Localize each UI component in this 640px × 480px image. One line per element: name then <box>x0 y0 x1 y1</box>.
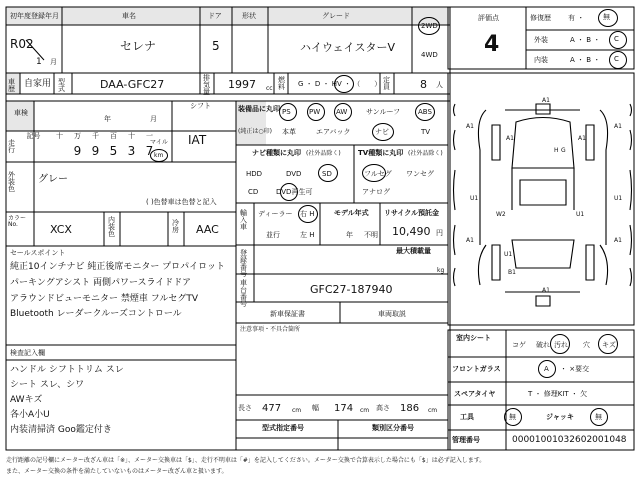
int-options: A ・ B ・ <box>570 56 601 64</box>
ac-label: 冷房 <box>172 219 179 234</box>
mark-2: A1 <box>466 123 474 130</box>
equip-tv: TV <box>421 128 431 136</box>
sales-label: セールスポイント <box>10 249 66 257</box>
model-label: 型式 <box>58 78 65 93</box>
tools-none: 無 <box>509 413 516 421</box>
equip-ps: PS <box>282 108 291 116</box>
inspect-line-1: ハンドル シフトトリム スレ <box>10 365 124 375</box>
int-c: C <box>614 55 619 63</box>
equip-navi: ナビ <box>375 128 389 136</box>
equip-airbag: エアバック <box>316 128 351 136</box>
tv-sub: (社外品除く) <box>408 150 443 157</box>
ext-label: 外装 <box>534 36 548 44</box>
tv-analog: アナログ <box>362 188 390 196</box>
navi-label: ナビ種類に丸印 <box>252 149 301 157</box>
wid-value: 174 <box>334 403 354 414</box>
capacity-unit: 人 <box>436 81 443 89</box>
cc-unit: cc <box>266 85 273 92</box>
handle-left: 左 H <box>300 231 315 239</box>
digit-1: 9 <box>91 144 100 158</box>
jack-label: ジャッキ <box>546 413 574 421</box>
wid-unit: cm <box>360 407 370 414</box>
digit-head-6: 一 <box>146 132 153 140</box>
mark-7: U1 <box>614 195 623 202</box>
ext-c: C <box>614 35 619 43</box>
sales-line-1: 純正10インチナビ 純正後席モニター プロパイロット <box>10 262 225 272</box>
color-value: グレー <box>38 174 68 185</box>
digit-head-4: 百 <box>110 132 117 140</box>
hei-value: 186 <box>400 403 420 414</box>
score-value: 4 <box>484 32 500 57</box>
door-label: ドア <box>208 12 222 20</box>
mark-6: U1 <box>470 195 479 202</box>
repair-options: 有 ・ <box>568 14 585 22</box>
grade-label: グレード <box>322 12 350 20</box>
shift-label: シフト <box>190 102 211 110</box>
navi-sub: (社外品除く) <box>306 150 341 157</box>
glass-label: フロントガラス <box>452 365 501 373</box>
tv-fullseg: フルセグ <box>364 170 392 178</box>
reg-year: R02 <box>10 37 34 51</box>
ac-value: AAC <box>196 223 219 236</box>
grade-value: ハイウェイスターV <box>300 41 395 54</box>
mark-9: U1 <box>576 211 585 218</box>
manage-label: 管理番号 <box>452 436 480 444</box>
hei-unit: cm <box>428 407 438 414</box>
mileage-label: 走行 <box>8 139 15 154</box>
seat-scratch: キズ <box>602 341 616 349</box>
import-parallel: 並行 <box>266 231 280 239</box>
glass-a: A <box>544 365 549 373</box>
inspection-label: 車検 <box>14 109 28 117</box>
car-name: セレナ <box>120 39 157 53</box>
sales-line-3: アラウンドビューモニター 禁煙車 フルセグTV <box>10 294 199 304</box>
tv-label: TV種類に丸印 <box>358 149 404 157</box>
spare-options: T ・ 修理KIT ・ 欠 <box>528 390 588 398</box>
frame-label: 車台番号 <box>240 279 247 308</box>
inspect-line-2: シート スレ、シワ <box>10 380 85 390</box>
color-no-label: カラーNo. <box>8 215 27 228</box>
type-no-label: 型式指定番号 <box>262 424 304 432</box>
color-note: ( )色替車は色替と記入 <box>146 198 217 206</box>
inspect-line-4: 各小A小U <box>10 410 50 420</box>
interior-color-label: 内装色 <box>108 216 115 238</box>
reg-year-label: 初年度登録年月 <box>10 12 59 20</box>
handle-right: 右 H <box>300 210 315 218</box>
sales-line-4: Bluetooth レーダークルーズコントロール <box>10 309 182 319</box>
tools-label: 工具 <box>460 413 474 421</box>
equip-sub: (純正は○印) <box>238 128 272 135</box>
model-year-unknown: 不明 <box>364 231 378 239</box>
navi-hdd: HDD <box>246 170 263 178</box>
mark-8: W2 <box>496 211 506 218</box>
digit-3: 3 <box>127 144 136 158</box>
inspect-line-3: AWキズ <box>10 395 43 405</box>
hei-label: 高さ <box>376 404 390 412</box>
reg-month: 1 <box>36 57 42 67</box>
digit-4: 7 <box>145 144 154 158</box>
fuel-options: G ・ D ・ HV ・ （ ） <box>298 80 382 88</box>
seat-stain: 汚れ <box>554 341 568 349</box>
manual-label: 車両取説 <box>378 310 406 318</box>
sales-line-2: パーキングアシスト 両側パワースライドドア <box>10 278 191 288</box>
shape-label: 形状 <box>242 12 256 20</box>
jack-none: 無 <box>595 413 602 421</box>
equip-pw: PW <box>309 108 321 116</box>
mark-13: B1 <box>508 269 516 276</box>
notes-label: 注意事項・不具合箇所 <box>240 326 301 333</box>
shift-value: IAT <box>188 133 207 147</box>
spare-label: スペアタイヤ <box>454 390 496 398</box>
import-label: 輸入車 <box>240 209 247 231</box>
footer-line-1: 走行距離の記号欄にメーター改ざん車は「※」、メーター交換車は「$」、走行不明車は「#」を記入してください。メーター交換で合算表示した場合にも「$」は必ず記入します。 <box>6 457 486 464</box>
drive-2wd: 2WD <box>421 22 438 30</box>
inspect-label: 検査記入欄 <box>10 349 45 357</box>
load-unit: kg <box>437 267 445 274</box>
equip-sunroof: サンルーフ <box>366 108 401 116</box>
mark-15: H <box>554 147 559 154</box>
len-value: 477 <box>262 403 282 414</box>
warranty-label: 新車保証書 <box>270 310 305 318</box>
mark-3: A1 <box>614 123 622 130</box>
inspect-line-5: 内装清掃済 Goo鑑定付き <box>10 425 112 435</box>
len-unit: cm <box>292 407 302 414</box>
seat-burn: コゲ <box>512 341 526 349</box>
capacity-label: 定員 <box>383 76 390 91</box>
km-unit: km <box>154 152 164 159</box>
mark-10: A1 <box>466 237 474 244</box>
len-label: 長さ <box>238 404 252 412</box>
footer-line-2: また、メーター交換の条件を満たしていないものはメーター改ざん車と扱います。 <box>6 468 228 475</box>
month-unit: 月 <box>50 58 57 66</box>
equip-aw: AW <box>336 108 348 116</box>
seat-hole: 穴 <box>583 341 590 349</box>
seat-tear: 破れ <box>536 341 550 349</box>
category-label: 類別区分番号 <box>372 424 414 432</box>
recycle-unit: 円 <box>436 229 443 237</box>
int-label: 内装 <box>534 56 548 64</box>
model-year-label: モデル年式 <box>334 209 369 217</box>
load-label: 最大積載量 <box>396 247 431 255</box>
model-year-unit: 年 <box>346 231 353 239</box>
repair-none: 無 <box>603 13 610 21</box>
reg-no-label: 登録番号 <box>240 249 247 278</box>
drive-4wd: 4WD <box>421 51 438 59</box>
score-label: 評価点 <box>478 14 499 22</box>
navi-cd: CD <box>248 188 259 196</box>
digit-0: 9 <box>73 144 82 158</box>
mark-16: G <box>561 147 566 154</box>
capacity-value: 8 <box>420 78 427 91</box>
wid-label: 幅 <box>312 404 319 412</box>
mile-unit: マイル <box>150 139 168 146</box>
mark-1: A1 <box>542 97 550 104</box>
door-count: 5 <box>212 39 220 53</box>
disp-value: 1997 <box>228 78 256 91</box>
mark-11: A1 <box>614 237 622 244</box>
disp-label: 排気量 <box>203 74 210 96</box>
inspection-year: 年 <box>104 115 111 123</box>
navi-sd: SD <box>322 170 332 178</box>
navi-dvdplay: DVD再生可 <box>276 188 313 196</box>
manage-value: 00001001032602001048 <box>512 435 627 445</box>
navi-dvd: DVD <box>286 170 302 178</box>
color-label: 外装色 <box>8 171 15 193</box>
import-dealer: ディーラー <box>258 210 293 218</box>
digit-head-0: 記号 <box>26 132 41 140</box>
mark-12: U1 <box>504 251 513 258</box>
color-no-value: XCX <box>50 223 72 236</box>
mark-14: A1 <box>542 287 550 294</box>
tv-oneseg: ワンセグ <box>406 170 434 178</box>
ext-options: A ・ B ・ <box>570 36 601 44</box>
use-label: 車歴 <box>8 78 15 93</box>
glass-options: ・ ×要交 <box>560 365 590 373</box>
digit-head-2: 万 <box>74 132 81 140</box>
seats-label: 室内シート <box>456 334 491 342</box>
frame-value: GFC27-187940 <box>310 283 393 296</box>
digit-2: 5 <box>109 144 118 158</box>
recycle-value: 10,490 <box>392 225 431 238</box>
fuel-label: 燃料 <box>278 76 285 91</box>
digit-head-1: 十 <box>56 132 63 140</box>
model-value: DAA-GFC27 <box>100 78 165 91</box>
mark-4: A1 <box>506 135 514 142</box>
mark-5: A1 <box>578 135 586 142</box>
repair-label: 修復歴 <box>530 14 551 22</box>
inspection-month: 月 <box>150 115 157 123</box>
equip-leather: 本革 <box>282 128 296 136</box>
car-name-label: 車名 <box>122 12 136 20</box>
digit-head-3: 千 <box>92 132 99 140</box>
use-value: 自家用 <box>24 79 52 89</box>
equip-label: 装備品に丸印 <box>238 105 280 113</box>
recycle-label: リサイクル預託金 <box>384 209 440 217</box>
digit-head-5: 十 <box>128 132 135 140</box>
equip-abs: ABS <box>418 108 432 116</box>
